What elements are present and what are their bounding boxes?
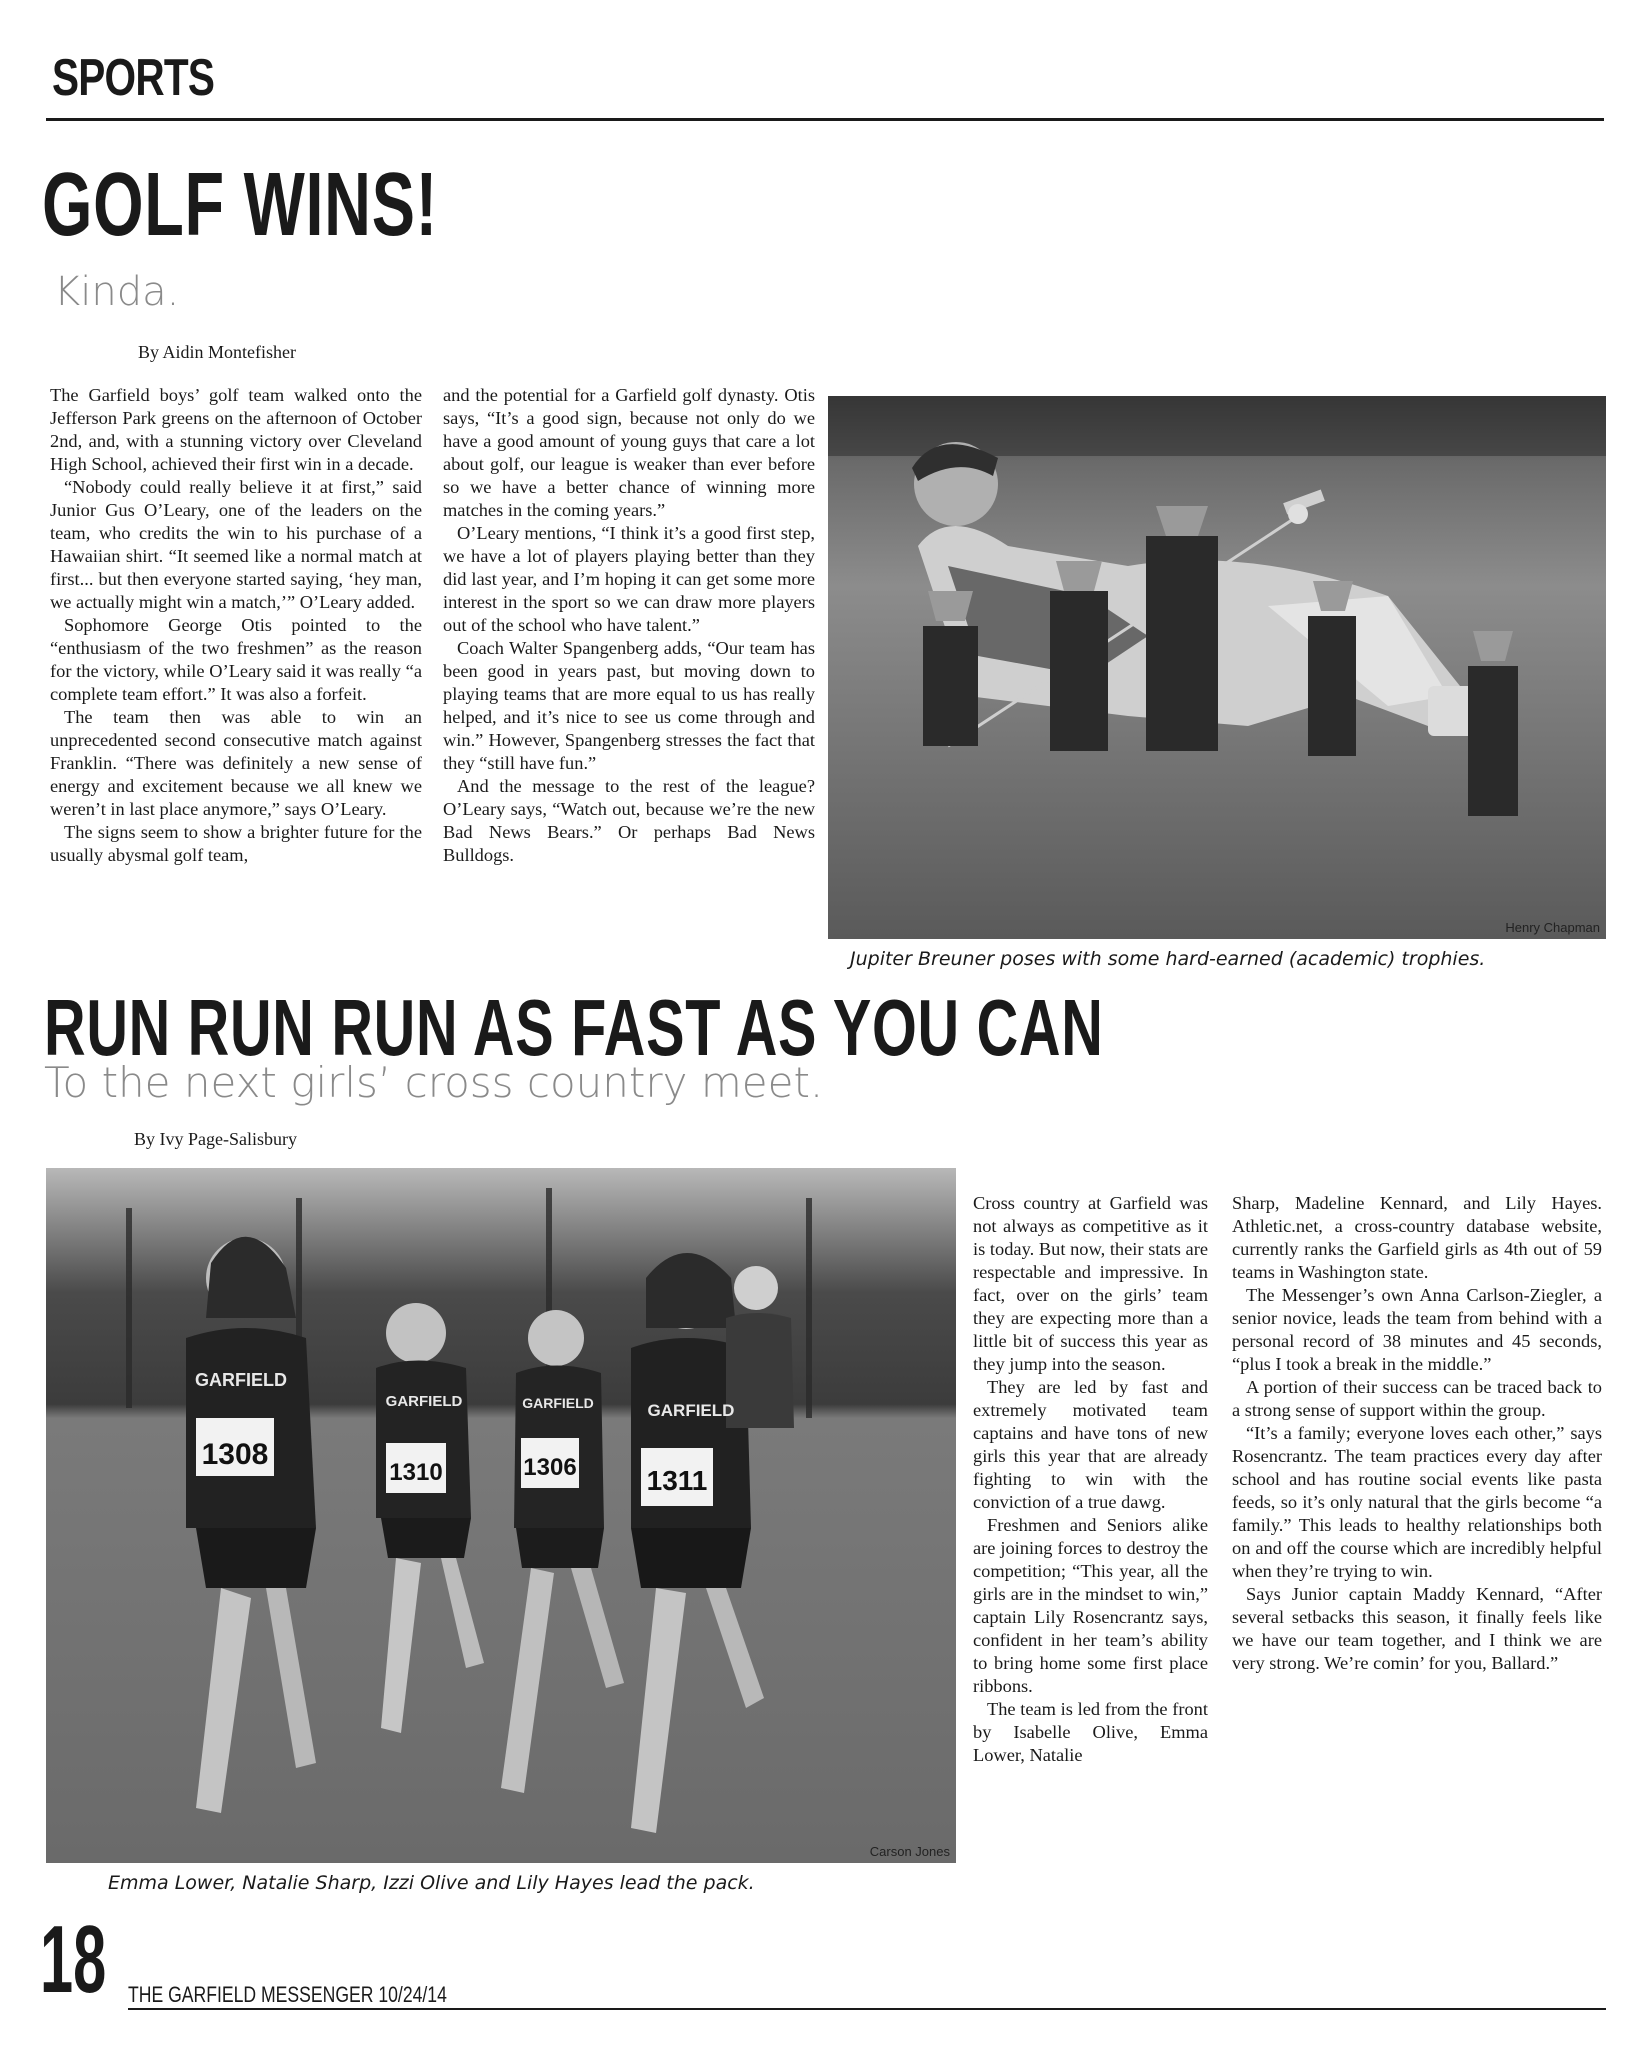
golf-photo-illustration (828, 396, 1606, 939)
paragraph: Says Junior captain Maddy Kennard, “After several setbacks this season, it finally feels like we have our team together, and I think we are very strong. We’re comin’ for you, Ballard.” (1232, 1584, 1602, 1673)
xc-photo-illustration (46, 1168, 956, 1863)
golf-caption: Jupiter Breuner poses with some hard-earned (academic) trophies. (850, 948, 1486, 970)
bib-number: 1306 (523, 1454, 577, 1481)
paragraph: And the message to the rest of the league? O’Leary says, “Watch out, because we’re the new Bad News Bears.” Or perhaps Bad News Bulldogs. (443, 776, 815, 865)
paragraph: The signs seem to show a brighter future for the usually abysmal golf team, (50, 822, 422, 865)
paragraph: and the potential for a Garfield golf dynasty. Otis says, “It’s a good sign, because not only do we have a good amount of young guys that care a lot about golf, our league is weaker than ever before so we have a better chance of winning more matches in the coming years.” (443, 385, 815, 520)
paragraph: Freshmen and Seniors alike are joining forces to destroy the competition; “This year, all the girls are in the mindset to win,” captain Lily Rosencrantz says, confident in her team’s ability to bring home some first place ribbons. (973, 1515, 1208, 1696)
paragraph: The Messenger’s own Anna Carlson-Ziegler, a senior novice, leads the team from behind with a personal record of 38 minutes and 45 seconds, “plus I took a break in the middle.” (1232, 1285, 1602, 1374)
paragraph: “Nobody could really believe it at first,” said Junior Gus O’Leary, one of the leaders on the team, who credits the win to his purchase of a Hawaiian shirt. “It seemed like a normal match at first... but then everyone started saying, ‘hey man, we actually might win a match,’” O’Leary added. (50, 477, 422, 612)
paragraph: “It’s a family; everyone loves each other,” says Rosencrantz. The team practices every day after school and has routine social events like pasta feeds, so it’s only natural that the girls become “a family.” This leads to healthy relationships both on and off the course which are incredibly helpful when they’re trying to win. (1232, 1423, 1602, 1581)
golf-column-1 (50, 384, 422, 867)
paragraph: Sharp, Madeline Kennard, and Lily Hayes. Athletic.net, a cross-country database website, currently ranks the Garfield girls as 4th out of 59 teams in Washington state. (1232, 1193, 1602, 1282)
paragraph: The team then was able to win an unprecedented second consecutive match against Franklin. “There was definitely a new sense of energy and excitement because we all knew we weren’t in last place anymore,” says O’Leary. (50, 707, 422, 819)
xc-photo-credit: Carson Jones (869, 1844, 950, 1859)
bib-number: 1311 (646, 1465, 708, 1496)
golf-byline: By Aidin Montefisher (138, 342, 296, 362)
section-label: SPORTS (52, 49, 215, 107)
xc-deck: To the next girls’ cross country meet. (44, 1058, 824, 1107)
xc-byline: By Ivy Page-Salisbury (134, 1129, 297, 1149)
xc-headline: RUN RUN RUN AS FAST AS YOU CAN (44, 983, 1104, 1072)
bib-number: 1310 (389, 1459, 443, 1486)
paragraph: A portion of their success can be traced back to a strong sense of support within the group. (1232, 1377, 1602, 1420)
paragraph: O’Leary mentions, “I think it’s a good first step, we have a lot of players playing better than they did last year, and I’m hoping it can get some more interest in the sport so we can draw more players out of the school who have talent.” (443, 523, 815, 635)
bib-number: 1308 (201, 1438, 269, 1471)
golf-column-2 (443, 384, 815, 867)
xc-column-2 (1232, 1192, 1602, 1675)
publication-line: THE GARFIELD MESSENGER 10/24/14 (128, 1982, 447, 2007)
xc-photo (46, 1168, 956, 1863)
paragraph: Sophomore George Otis pointed to the “enthusiasm of the two freshmen” as the reason for the victory, while O’Leary said it was really “a complete team effort.” It was also a forfeit. (50, 615, 422, 704)
golf-deck: Kinda. (54, 269, 180, 315)
golf-photo-credit: Henry Chapman (1505, 920, 1600, 935)
header-rule (46, 118, 1604, 121)
footer-rule (128, 2008, 1606, 2010)
xc-column-1 (973, 1192, 1208, 1767)
jersey-text: GARFIELD (647, 1401, 735, 1420)
jersey-text: GARFIELD (522, 1395, 594, 1411)
golf-photo (828, 396, 1606, 939)
jersey-text: GARFIELD (385, 1393, 463, 1410)
page-number: 18 (40, 1906, 107, 2013)
paragraph: Cross country at Garfield was not always as competitive as it is today. But now, their stats are respectable and impressive. In fact, over on the girls’ team they are expecting more than a little bit of success this year as they jump into the season. (973, 1193, 1208, 1374)
paragraph: They are led by fast and extremely motivated team captains and have tons of new girls this year that are already fighting to win with the conviction of a true dawg. (973, 1377, 1208, 1512)
paragraph: The Garfield boys’ golf team walked onto the Jefferson Park greens on the afternoon of October 2nd, and, with a stunning victory over Cleveland High School, achieved their first win in a decade. (50, 385, 422, 474)
paragraph: The team is led from the front by Isabelle Olive, Emma Lower, Natalie (973, 1699, 1208, 1765)
golf-headline: GOLF WINS! (42, 155, 438, 255)
paragraph: Coach Walter Spangenberg adds, “Our team has been good in years past, but moving down to playing teams that are more equal to us has really helped, and it’s nice to see us come through and win.” However, Spangenberg stresses the fact that they “still have fun.” (443, 638, 815, 773)
jersey-text: GARFIELD (195, 1370, 287, 1390)
xc-caption: Emma Lower, Natalie Sharp, Izzi Olive and Lily Hayes lead the pack. (108, 1872, 755, 1894)
